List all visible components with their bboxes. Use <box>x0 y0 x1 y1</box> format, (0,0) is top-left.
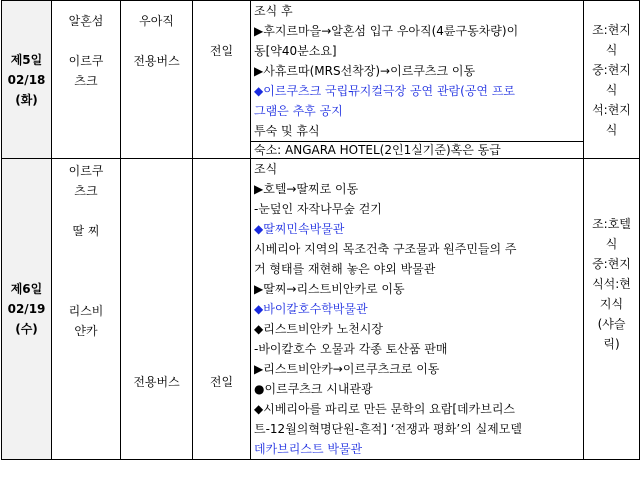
day5-row <box>2 1 640 142</box>
day5-place-2: 이르쿠 <box>68 54 104 68</box>
day6-sched-line-2: ▶호텔→딸찌로 이동 <box>254 182 359 196</box>
day6-meal-1: 조:호텔 <box>592 217 631 231</box>
day6-sched-line-13: ◆시베리아를 파리로 만든 문학의 요람[데카브리스 <box>254 402 516 416</box>
day6-weekday: (수) <box>15 322 38 336</box>
day6-place-3: 딸 찌 <box>72 224 100 238</box>
day6-sched-line-11: ▶리스트비안카→이르쿠츠크로 이동 <box>254 362 440 376</box>
day6-meal-3: 중:현지 <box>592 257 631 271</box>
day5-place-cell <box>52 1 121 159</box>
itinerary-table <box>1 0 640 460</box>
day5-time-cell <box>193 1 251 159</box>
day6-day-cell <box>2 159 52 460</box>
day6-sched-line-7: ▶딸찌→리스트비안카로 이동 <box>254 282 405 296</box>
day6-row <box>2 159 640 460</box>
day6-sched-line-3: -눈덮인 자작나무숲 걷기 <box>254 202 382 216</box>
day6-meal-4: 식석:현 <box>592 277 631 291</box>
day5-meal-4: 식 <box>605 82 618 97</box>
day5-sched-line-4: ▶사휴르따(MRS선착장)→이르쿠츠크 이동 <box>254 64 476 78</box>
day6-sched-line-15: 데카브리스트 박물관 <box>254 442 363 456</box>
day5-hotel: 숙소: ANGARA HOTEL(2인1실기준)혹은 동급 <box>254 143 501 157</box>
day5-sched-line-1: 조식 후 <box>254 4 293 18</box>
day6-meal-7: 릭) <box>603 337 620 351</box>
day6-time-cell <box>193 159 251 460</box>
day6-place-2: 츠크 <box>74 184 98 198</box>
day5-date: 02/18 <box>7 72 46 87</box>
day6-sched-line-12: ●이르쿠츠크 시내관광 <box>254 382 373 396</box>
day6-sched-line-8: ◆바이칼호수학박물관 <box>254 302 368 316</box>
day5-meal-cell <box>584 1 640 159</box>
day5-route-cell <box>121 1 193 159</box>
day6-sched-line-1: 조식 <box>254 162 278 176</box>
day6-sched-line-14: 트-12월의혁명단원-흔적] ‘전쟁과 평화’의 실제모델 <box>254 422 522 436</box>
day5-place-3: 츠크 <box>74 74 98 88</box>
day5-schedule-cell <box>251 1 584 142</box>
day6-sched-line-5: 시베리아 지역의 목조건축 구조물과 원주민들의 주 <box>254 242 517 256</box>
day6-sched-line-6: 거 형태를 재현해 놓은 야외 박물관 <box>254 262 436 276</box>
day5-sched-line-5: ◆이르쿠츠크 국립뮤지컬극장 공연 관람(공연 프로 <box>254 84 516 98</box>
day5-day-label: 제5일 <box>10 52 43 67</box>
day6-sched-line-10: -바이칼호수 오물과 각종 토산품 판매 <box>254 342 448 356</box>
day6-time: 전일 <box>209 375 234 389</box>
day6-transport-cell <box>121 159 193 460</box>
day5-hotel-cell <box>251 142 584 159</box>
day6-place-5: 얀카 <box>74 324 98 338</box>
day6-transport: 전용버스 <box>133 375 180 389</box>
day5-route: 우아직 <box>139 14 174 28</box>
day5-place-1: 알혼섬 <box>68 14 104 28</box>
day6-sched-line-4: ◆딸찌민속박물관 <box>254 222 345 236</box>
day6-meal-cell <box>584 159 640 460</box>
day5-transport: 전용버스 <box>133 54 180 68</box>
day5-weekday: (화) <box>15 92 38 107</box>
day5-meal-2: 식 <box>605 42 618 57</box>
day5-sched-line-3: 동[약40분소요] <box>254 44 337 58</box>
day6-place-1: 이르쿠 <box>68 164 104 178</box>
day6-day-label: 제6일 <box>10 282 43 296</box>
day5-meal-3: 중:현지 <box>592 62 631 77</box>
day6-meal-2: 식 <box>605 237 618 251</box>
day5-sched-line-2: ▶후지르마을→알혼섬 입구 우아직(4륜구동차량)이 <box>254 24 519 38</box>
day5-time: 전일 <box>209 44 234 58</box>
day6-meal-5: 지식 <box>599 297 624 311</box>
day5-sched-line-7: 투숙 및 휴식 <box>254 124 320 138</box>
day6-meal-6: (샤슬 <box>597 317 626 331</box>
day6-place-cell <box>52 159 121 460</box>
day5-sched-line-6: 그램은 추후 공지 <box>254 104 343 118</box>
day6-place-4: 리스비 <box>68 304 104 318</box>
day6-sched-line-9: ◆리스트비안카 노천시장 <box>254 322 383 336</box>
day5-meal-6: 식 <box>605 122 618 137</box>
day5-meal-1: 조:현지 <box>592 22 631 37</box>
day6-date: 02/19 <box>7 302 46 316</box>
day6-schedule-cell <box>251 159 584 460</box>
day5-day-cell <box>2 1 52 159</box>
day5-meal-5: 석:현지 <box>592 102 631 117</box>
